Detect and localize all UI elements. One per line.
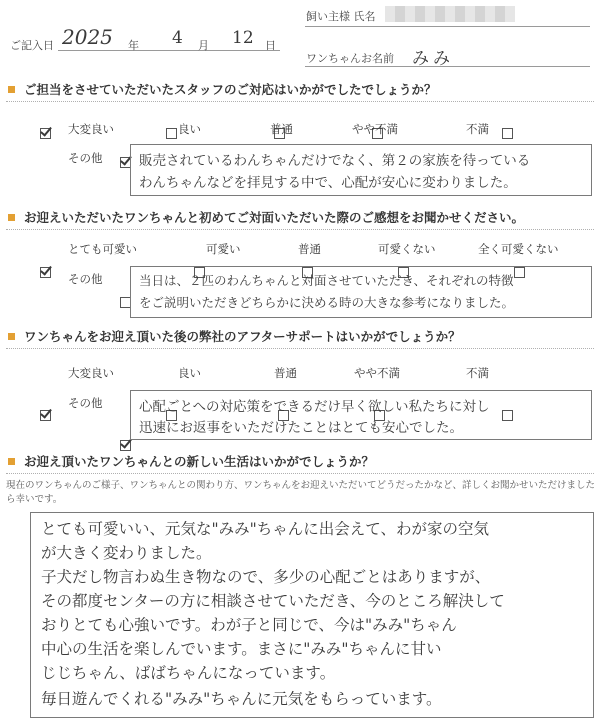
year-unit: 年 — [128, 39, 139, 52]
answer-line: 中心の生活を楽しんでいます。まさに"みみ"ちゃんに甘い — [41, 640, 442, 658]
checkbox-very-cute[interactable] — [40, 267, 51, 278]
option-label: 良い — [178, 366, 201, 380]
comment-line: わんちゃんなどを拝見する中で、心配が安心に変わりました。 — [139, 175, 517, 191]
option-label: 大変良い — [68, 366, 114, 380]
section-title: お迎えいただいたワンちゃんと初めてご対面いただいた際のご感想をお聞かせください。 — [24, 210, 525, 225]
other-label: その他 — [68, 396, 103, 410]
date-month: 4 — [172, 28, 183, 48]
comment-line: 迅速にお返事をいただけたことはとても安心でした。 — [139, 420, 463, 436]
section-title: ワンちゃんをお迎え頂いた後の弊社のアフターサポートはいかがでしょうか？ — [24, 329, 461, 344]
comment-line: 販売されているわんちゃんだけでなく、第２の家族を待っている — [139, 153, 531, 169]
option-label: とても可愛い — [68, 242, 137, 256]
other-label: その他 — [68, 151, 103, 165]
option-label: 可愛い — [206, 242, 241, 256]
checkbox-other[interactable] — [120, 440, 131, 451]
answer-line: その都度センターの方に相談させていただき、今のところ解決して — [41, 592, 505, 610]
section-marker — [8, 214, 15, 221]
answer-line: 毎日遊んでくれる"みみ"ちゃんに元気をもらっています。 — [41, 690, 442, 708]
date-label: ご記入日 — [10, 39, 54, 52]
prompt-line: 現在のワンちゃんのご様子、ワンちゃんとの関わり方、ワンちゃんをお迎えいただいてどうだったかなど、詳しくお聞かせいただけました — [6, 480, 596, 491]
answer-line: じじちゃん、ばばちゃんになっています。 — [41, 664, 336, 682]
answer-line: とても可愛いい、元気な"みみ"ちゃんに出会えて、わが家の空気 — [41, 520, 489, 538]
owner-underline — [305, 26, 590, 27]
section-divider — [6, 472, 594, 474]
option-label: やや不満 — [352, 122, 398, 136]
section-marker — [8, 458, 15, 465]
day-unit: 日 — [265, 39, 276, 52]
section-divider — [6, 100, 594, 102]
comment-box[interactable] — [130, 390, 592, 440]
checkbox-very-good[interactable] — [40, 128, 51, 139]
checkbox-dissatisfied[interactable] — [502, 128, 513, 139]
dog-name: みみ — [412, 49, 454, 69]
comment-line: 当日は、２匹のわんちゃんと対面させていただき、それぞれの特徴 — [139, 273, 514, 288]
dog-name-underline — [305, 66, 590, 67]
comment-line: 心配ごとへの対応策をできるだけ早く欲しい私たちに対し — [139, 399, 490, 415]
section-marker — [8, 333, 15, 340]
date-underline — [58, 50, 280, 51]
comment-line: をご説明いただきどちらかに決める時の大きな参考になりました。 — [139, 295, 515, 310]
option-label: 大変良い — [68, 122, 114, 136]
dog-name-label: ワンちゃんお名前 — [306, 52, 394, 65]
answer-line: が大きく変わりました。 — [41, 544, 212, 562]
option-label: 普通 — [298, 242, 321, 256]
comment-box[interactable] — [130, 266, 592, 318]
option-label: 普通 — [270, 122, 293, 136]
owner-name-blurred — [385, 6, 515, 22]
section-title: お迎え頂いたワンちゃんとの新しい生活はいかがでしょうか？ — [24, 454, 375, 469]
option-label: 普通 — [274, 366, 297, 380]
answer-box[interactable] — [30, 512, 594, 718]
owner-label: 飼い主様 氏名 — [306, 10, 376, 23]
option-label: 不満 — [466, 366, 489, 380]
answer-line: 子犬だし物言わぬ生き物なので、多少の心配ごとはありますが、 — [41, 568, 491, 586]
option-label: 全く可愛くない — [478, 242, 559, 256]
section-title: ご担当をさせていただいたスタッフのご対応はいかがでしたでしょうか？ — [24, 82, 437, 97]
section-marker — [8, 86, 15, 93]
date-day: 12 — [232, 28, 254, 48]
prompt-line: ら幸いです。 — [6, 494, 63, 505]
section-divider — [6, 228, 594, 230]
date-year: 2025 — [62, 25, 113, 49]
month-unit: 月 — [198, 39, 209, 52]
answer-line: おりとても心強いです。わが子と同じで、今は"みみ"ちゃん — [41, 616, 457, 634]
section-divider — [6, 347, 594, 349]
option-label: 不満 — [466, 122, 489, 136]
checkbox-good[interactable] — [166, 128, 177, 139]
option-label: 可愛くない — [378, 242, 436, 256]
other-label: その他 — [68, 272, 103, 286]
option-label: やや不満 — [354, 366, 400, 380]
checkbox-very-good[interactable] — [40, 410, 51, 421]
option-label: 良い — [178, 122, 201, 136]
comment-box[interactable] — [130, 144, 592, 196]
